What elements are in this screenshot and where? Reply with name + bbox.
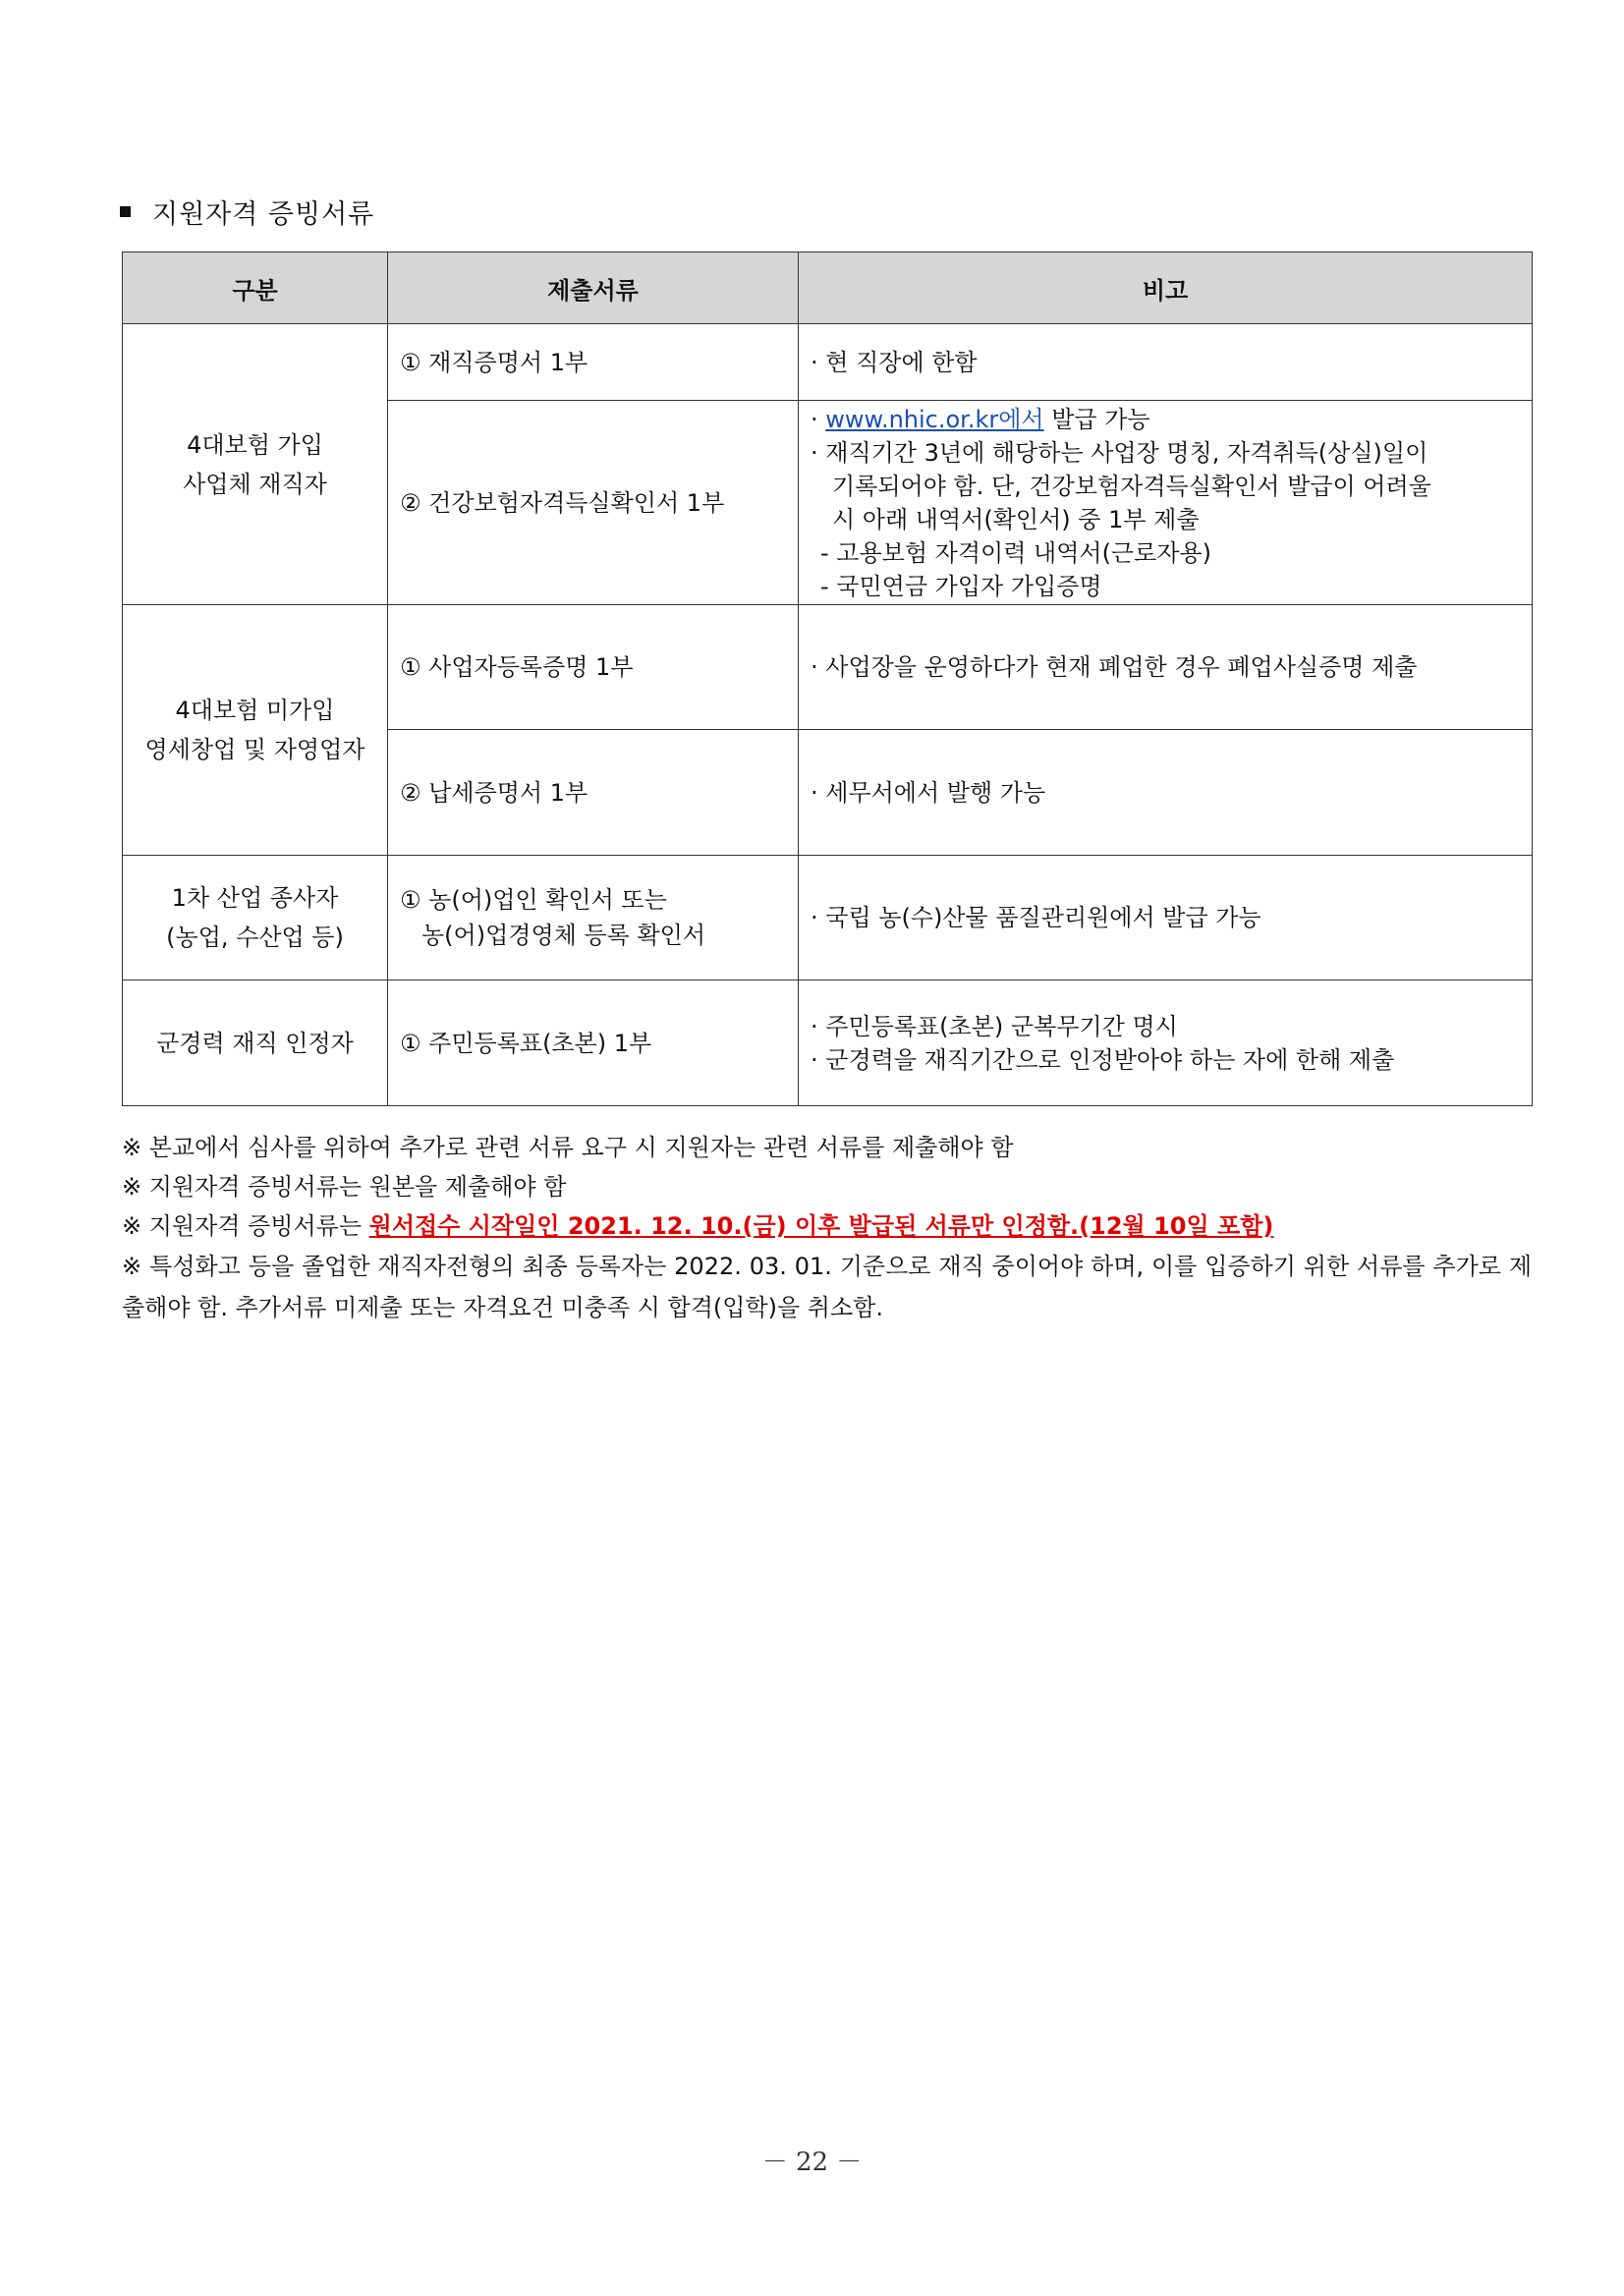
document-cell	[388, 856, 799, 980]
deadline-highlight: 원서접수 시작일인 2021. 12. 10.(금) 이후 발급된 서류만 인정함.(12월 10일 포함)	[368, 1212, 1274, 1240]
page-number: － 22 －	[761, 2148, 863, 2177]
document-cell	[388, 980, 799, 1106]
category-line: 1차 산업 종사자	[171, 884, 339, 912]
remark-line: · www.nhic.or.kr에서 발급 가능	[811, 405, 1150, 433]
remark-line: · 주민등록표(초본) 군복무기간 명시	[811, 1012, 1178, 1040]
category-cell	[123, 980, 388, 1106]
document-cell	[388, 730, 799, 856]
remarks-cell	[799, 401, 1533, 605]
category-cell	[123, 856, 388, 980]
category-line: 군경력 재직 인정자	[156, 1029, 354, 1057]
remarks-cell	[799, 730, 1533, 856]
remarks-cell	[799, 980, 1533, 1106]
remarks-cell	[799, 324, 1533, 401]
header-documents: 제출서류	[388, 252, 799, 324]
remarks-cell	[799, 856, 1533, 980]
table-row	[123, 605, 1533, 730]
document-cell	[388, 324, 799, 401]
document-line: ① 농(어)업인 확인서 또는	[400, 886, 667, 914]
category-line: 영세창업 및 자영업자	[144, 736, 365, 763]
remark-line: · 현 직장에 한함	[811, 348, 978, 376]
document-line: ① 주민등록표(초본) 1부	[400, 1029, 652, 1057]
category-cell	[123, 605, 388, 856]
category-cell	[123, 324, 388, 605]
nhic-link[interactable]: www.nhic.or.kr에서	[825, 405, 1044, 433]
remarks-cell	[799, 605, 1533, 730]
remark-line: · 사업장을 운영하다가 현재 폐업한 경우 폐업사실증명 제출	[811, 653, 1418, 681]
header-remarks: 비고	[799, 252, 1533, 324]
table-row	[123, 324, 1533, 401]
square-bullet-icon	[120, 206, 131, 217]
remark-line: - 국민연금 가입자 가입증명	[820, 572, 1102, 600]
link-suffix: 발급 가능	[1043, 405, 1150, 433]
category-line: (농업, 수산업 등)	[166, 924, 344, 951]
table-header-row	[123, 252, 1533, 324]
footnotes	[122, 1128, 1532, 1328]
footnote: ※ 본교에서 심사를 위하여 추가로 관련 서류 요구 시 지원자는 관련 서류를 제출해야 함	[122, 1134, 1014, 1161]
footnote: ※ 특성화고 등을 졸업한 재직자전형의 최종 등록자는 2022. 03. 01. 기준으로 재직 중이어야 하며, 이를 입증하기 위한 서류를 추가로 제출해야 함. 추가서류 미제출 또는 자격요건 미충족 시 합격(입학)을 취소함.	[122, 1253, 1532, 1321]
remark-line: · 세무서에서 발행 가능	[811, 778, 1046, 807]
table-row	[123, 856, 1533, 980]
document-line: ② 건강보험자격득실확인서 1부	[400, 488, 725, 517]
category-line: 사업체 재직자	[183, 470, 327, 498]
remark-line: - 고용보험 자격이력 내역서(근로자용)	[820, 538, 1212, 567]
remark-line: · 국립 농(수)산물 품질관리원에서 발급 가능	[811, 904, 1261, 931]
footnote-prefix: ※ 지원자격 증빙서류는	[122, 1212, 369, 1240]
category-line: 4대보험 가입	[187, 430, 323, 459]
section-title-text: 지원자격 증빙서류	[152, 199, 375, 230]
section-title	[120, 193, 374, 231]
document-cell	[388, 605, 799, 730]
header-category: 구분	[123, 252, 388, 324]
remark-line: 기록되어야 함. 단, 건강보험자격득실확인서 발급이 어려울	[832, 472, 1431, 500]
document-line: 농(어)업경영체 등록 확인서	[421, 922, 706, 949]
documents-table	[122, 252, 1533, 1106]
remark-line: · 군경력을 재직기간으로 인정받아야 하는 자에 한해 제출	[811, 1045, 1395, 1074]
footnote	[122, 1206, 1532, 1246]
remark-line: 시 아래 내역서(확인서) 중 1부 제출	[832, 505, 1200, 533]
document-line: ② 납세증명서 1부	[400, 778, 588, 807]
table-row	[123, 980, 1533, 1106]
document-line: ① 재직증명서 1부	[400, 348, 588, 376]
remark-line: · 재직기간 3년에 해당하는 사업장 명칭, 자격취득(상실)일이	[811, 438, 1428, 467]
document-cell	[388, 401, 799, 605]
category-line: 4대보험 미가입	[175, 697, 335, 724]
document-line: ① 사업자등록증명 1부	[400, 653, 634, 681]
footnote: ※ 지원자격 증빙서류는 원본을 제출해야 함	[122, 1173, 567, 1201]
